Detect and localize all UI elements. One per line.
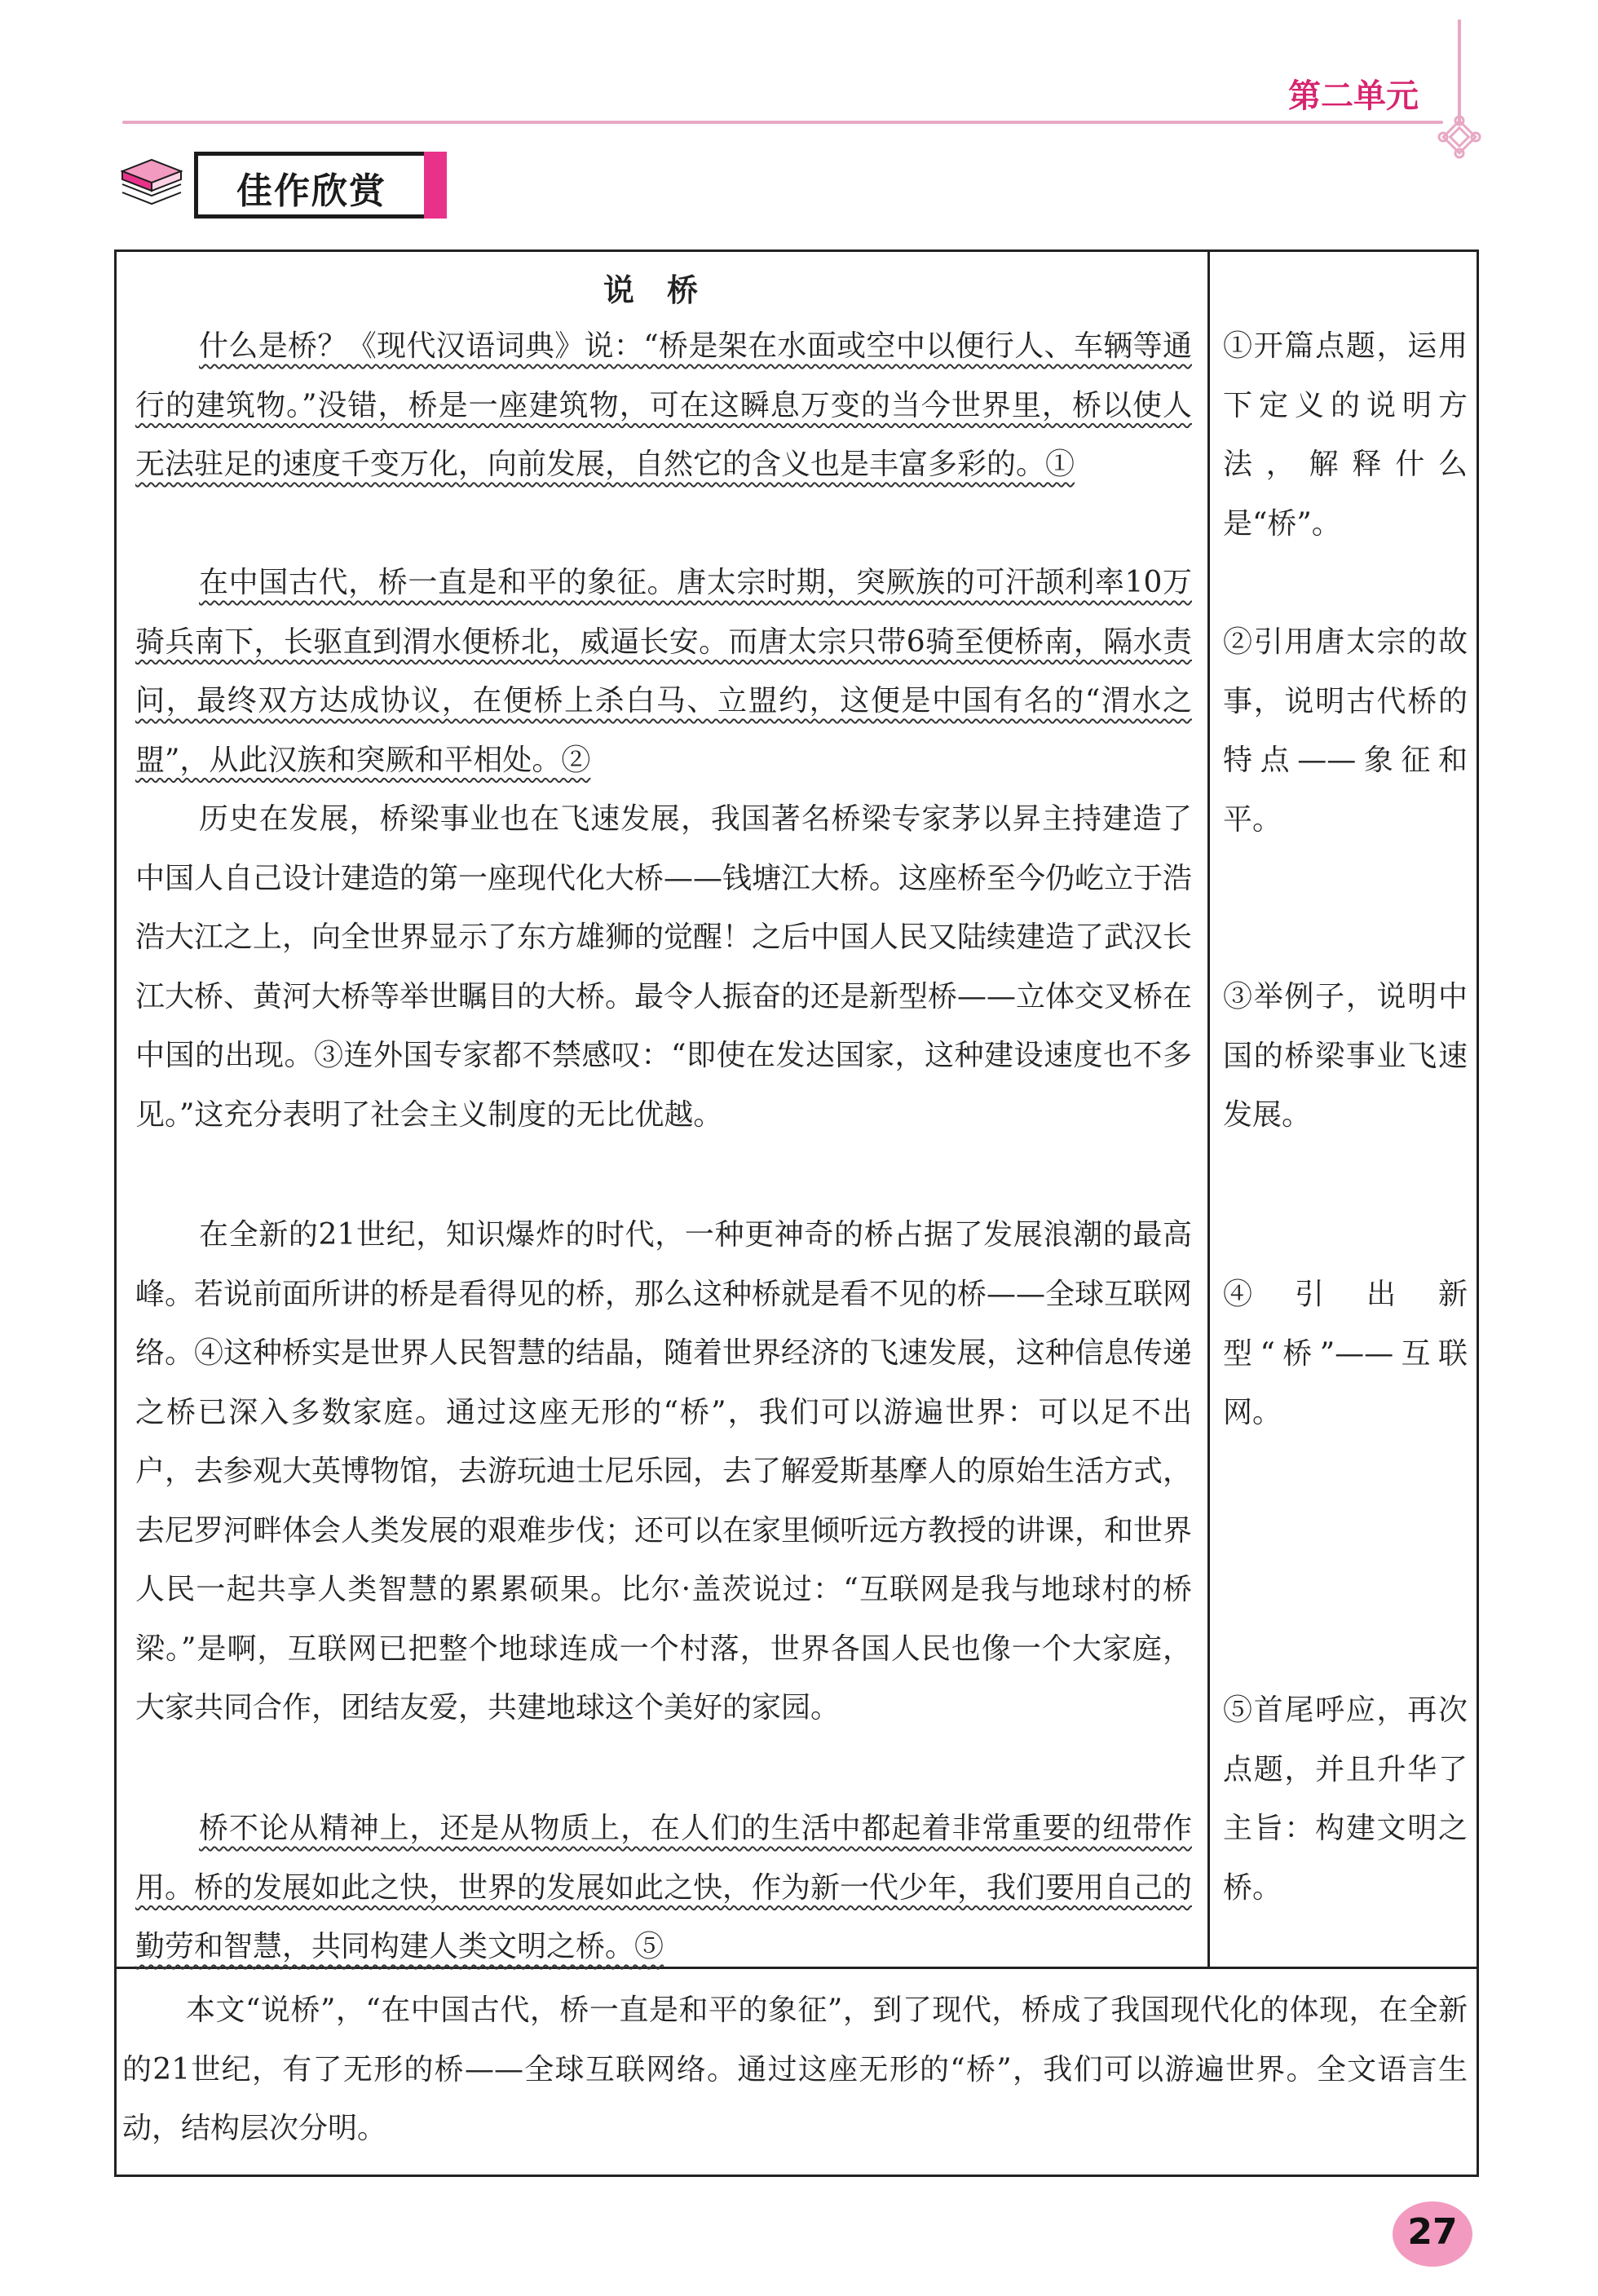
annotation-2: ②引用唐太宗的故事，说明古代桥的特点——象征和平。 [1223, 625, 1468, 837]
unit-label: 第二单元 [1288, 77, 1419, 115]
header-rule [122, 121, 1443, 124]
article-paragraph-5: 桥不论从精神上，还是从物质上，在人们的生活中都起着非常重要的纽带作用。桥的发展如此之快，世界的发展如此之快，作为新一代少年，我们要用自己的勤劳和智慧，共同构建人类文明之桥。⑤ [135, 1812, 1193, 1963]
annotation-3: ③举例子，说明中国的桥梁事业飞速发展。 [1223, 980, 1468, 1132]
summary-text: 本文“说桥”，“在中国古代，桥一直是和平的象征”，到了现代，桥成了我国现代化的体现，在全新的21世纪，有了无形的桥——全球互联网络。通过这座无形的“桥”，我们可以游遍世界。全文语言生动，结构层次分明。 [122, 1994, 1468, 2145]
page-number: 27 [1407, 2211, 1458, 2253]
section-title: 佳作欣赏 [236, 170, 386, 212]
article-paragraph-4: 在全新的21世纪，知识爆炸的时代，一种更神奇的桥占据了发展浪潮的最高峰。若说前面所讲的桥是看得见的桥，那么这种桥就是看不见的桥——全球互联网络。④这种桥实是世界人民智慧的结晶，随着世界经济的飞速发展，这种信息传递之桥已深入多数家庭。通过这座无形的“桥”，我们可以游遍世界：可以足不出户，去参观大英博物馆，去游玩迪士尼乐园，去了解爱斯基摩人的原始生活方式，去尼罗河畔体会人类发展的艰难步伐；还可以在家里倾听远方教授的讲课，和世界人民一起共享人类智慧的累累硕果。比尔·盖茨说过：“互联网是我与地球村的桥梁。”是啊，互联网已把整个地球连成一个村落，世界各国人民也像一个大家庭，大家共同合作，团结友爱，共建地球这个美好的家园。 [135, 1218, 1193, 1724]
section-badge-tab [424, 152, 447, 219]
annotation-5: ⑤首尾呼应，再次点题，并且升华了主旨：构建文明之桥。 [1223, 1693, 1468, 1905]
header-vertical-rule [1458, 20, 1461, 126]
article-paragraph-2: 在中国古代，桥一直是和平的象征。唐太宗时期，突厥族的可汗颉利率10万骑兵南下，长驱直到渭水便桥北，威逼长安。而唐太宗只带6骑至便桥南，隔水责问，最终双方达成协议，在便桥上杀白马、立盟约，这便是中国有名的“渭水之盟”，从此汉族和突厥和平相处。② [135, 566, 1192, 777]
article-paragraph-1: 什么是桥？《现代汉语词典》说：“桥是架在水面或空中以便行人、车辆等通行的建筑物。”没错，桥是一座建筑物，可在这瞬息万变的当今世界里，桥以使人无法驻足的速度千变万化，向前发展，自然它的含义也是丰富多彩的。① [135, 329, 1192, 481]
books-icon [119, 153, 184, 210]
annotation-1: ①开篇点题，运用下定义的说明方法，解释什么是“桥”。 [1223, 329, 1468, 541]
annotation-4: ④引出新型“桥”——互联网。 [1223, 1278, 1468, 1429]
chinese-knot-icon [1437, 114, 1482, 160]
article-paragraph-3: 历史在发展，桥梁事业也在飞速发展，我国著名桥梁专家茅以昇主持建造了中国人自己设计建造的第一座现代化大桥——钱塘江大桥。这座桥至今仍屹立于浩浩大江之上，向全世界显示了东方雄狮的觉醒！之后中国人民又陆续建造了武汉长江大桥、黄河大桥等举世瞩目的大桥。最令人振奋的还是新型桥——立体交叉桥在中国的出现。③连外国专家都不禁感叹：“即使在发达国家，这种建设速度也不多见。”这充分表明了社会主义制度的无比优越。 [135, 802, 1193, 1132]
article-title: 说桥 [603, 272, 731, 308]
